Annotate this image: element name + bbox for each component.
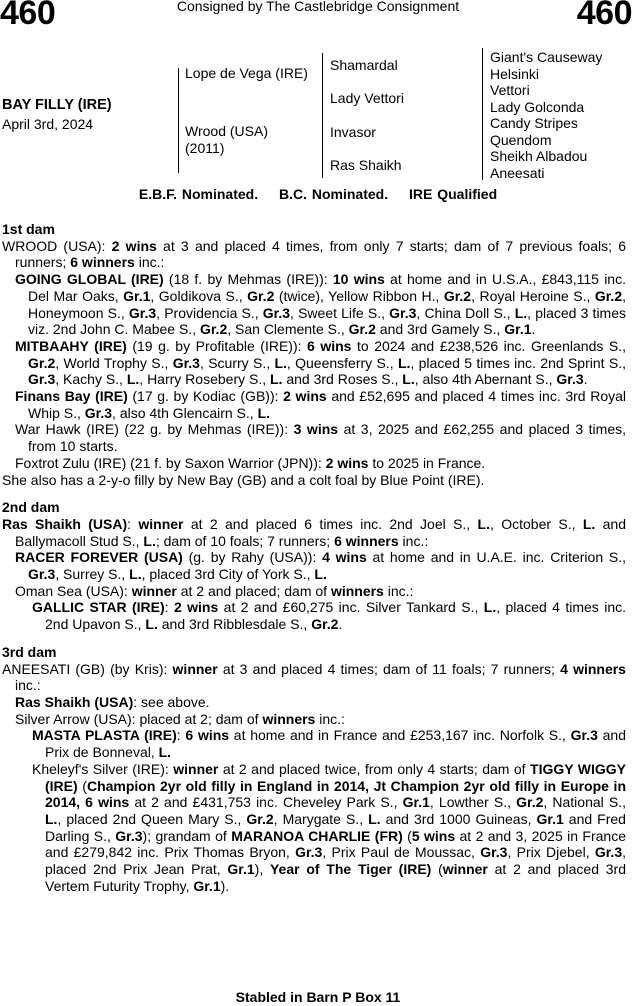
pedigree-great-grandparent: Helsinki [490, 65, 540, 82]
section-heading: 3rd dam [2, 643, 57, 660]
pedigree-grandsire-1: Shamardal [330, 57, 398, 73]
pedigree-entry: Ras Shaikh (USA): winner at 2 and placed 6 times inc. 2nd Joel S., L., October S., L. and Ballymacoll Stud S., L.; dam of 10 foals; 7 runners; 6 winners inc.: [2, 515, 626, 549]
pedigree-great-grandparent: Quendom [490, 131, 552, 148]
pedigree-great-grandparent: Lady Golconda [490, 98, 585, 115]
stabling-info: Stabled in Barn P Box 11 [235, 989, 401, 1005]
lot-number-left: 460 [0, 0, 56, 32]
pedigree-sire: Lope de Vega (IRE) [185, 65, 308, 81]
pedigree-entry: Silver Arrow (USA): placed at 2; dam of winners inc.: [15, 710, 345, 727]
pedigree-grandsire-2: Invasor [330, 124, 376, 140]
pedigree-entry: WROOD (USA): 2 wins at 3 and placed 4 times, from only 7 starts; dam of 7 previous foals; 6 runners; 6 winners inc.: [2, 237, 627, 271]
nomination-ebf: E.B.F. Nominated. [138, 186, 259, 202]
pedigree-entry: War Hawk (IRE) (22 g. by Mehmas (IRE)): 3 wins at 3, 2025 and £62,255 and placed 3 times, from 10 starts. [15, 421, 626, 455]
pedigree-great-grandparent: Vettori [490, 82, 530, 98]
pedigree-entry: ANEESATI (GB) (by Kris): winner at 3 and placed 4 times; dam of 11 foals; 7 runners; 4 winners inc.: [2, 660, 626, 694]
consignor-line: Consigned by The Castlebridge Consignment [176, 0, 460, 14]
pedigree-entry: MITBAAHY (IRE) (19 g. by Profitable (IRE)): 6 wins to 2024 and £238,526 inc. Greenlands S., Gr.2, World Trophy S., Gr.3, Scurry S., L., Queensferry S., L., placed 5 times inc. 2nd Sprint S., Gr.3, Kachy S., L., Harry Rosebery S., L. and 3rd Roses S., L., also 4th Abernant S., Gr.3. [15, 337, 627, 388]
pedigree-great-grandparent: Aneesati [490, 164, 545, 181]
pedigree-entry: She also has a 2-y-o filly by New Bay (GB) and a colt foal by Blue Point (IRE). [2, 471, 485, 488]
pedigree-great-grandparent: Sheikh Albadou [490, 148, 588, 164]
pedigree-bracket-1 [178, 68, 179, 173]
pedigree-dam: Wrood (USA) (2011) [185, 123, 268, 156]
produce-record [2, 221, 626, 894]
pedigree-bracket-2 [322, 53, 323, 178]
pedigree-entry: MASTA PLASTA (IRE): 6 wins at home and in France and £253,167 inc. Norfolk S., Gr.3 and Prix de Bonneval, L. [32, 727, 626, 761]
nomination-bc: B.C. Nominated. [278, 186, 389, 202]
pedigree-entry: Foxtrot Zulu (IRE) (21 f. by Saxon Warrior (JPN)): 2 wins to 2025 in France. [15, 454, 486, 471]
section-heading: 1st dam [2, 221, 55, 237]
section-heading: 2nd dam [2, 499, 60, 516]
pedigree-entry: RACER FOREVER (USA) (g. by Rahy (USA)): 4 wins at home and in U.A.E. inc. Criterion S., Gr.3, Surrey S., L., placed 3rd City of York S., L. [15, 549, 626, 583]
pedigree-entry: GALLIC STAR (IRE): 2 wins at 2 and £60,275 inc. Silver Tankard S., L., placed 4 times inc. 2nd Upavon S., L. and 3rd Ribblesdale S., Gr.2. [32, 599, 626, 633]
nominations-line [0, 186, 636, 202]
pedigree-granddam-2: Ras Shaikh [330, 157, 402, 173]
nomination-ire: IRE Qualified [409, 186, 498, 202]
pedigree-entry: GOING GLOBAL (IRE) (18 f. by Mehmas (IRE)): 10 wins at home and in U.S.A., £843,115 inc. Del Mar Oaks, Gr.1, Goldikova S., Gr.2 (twice), Yellow Ribbon H., Gr.2, Royal Heroine S., Gr.2, Honeymoon S., Gr.3, Providencia S., Gr.3, Sweet Life S., Gr.3, China Doll S., L., placed 3 times viz. 2nd John C. Mabee S., Gr.2, San Clemente S., Gr.2 and 3rd Gamely S., Gr.1. [15, 271, 627, 338]
lot-number-right: 460 [576, 0, 632, 32]
horse-description: BAY FILLY (IRE) [2, 97, 112, 113]
pedigree-entry: Kheleyf's Silver (IRE): winner at 2 and placed twice, from only 4 starts; dam of TIGGY WIGGY (IRE) (Champion 2yr old filly in England in 2014, Jt Champion 2yr old filly in Europe in 2014, 6 wins at 2 and £431,753 inc. Cheveley Park S., Gr.1, Lowther S., Gr.2, National S., L., placed 2nd Queen Mary S., Gr.2, Marygate S., L. and 3rd 1000 Guineas, Gr.1 and Fred Darling S., Gr.3); grandam of MARANOA CHARLIE (FR) (5 wins at 2 and 3, 2025 in France and £279,842 inc. Prix Thomas Bryon, Gr.3, Prix Paul de Moussac, Gr.3, Prix Djebel, Gr.3, placed 2nd Prix Jean Prat, Gr.1), Year of The Tiger (IRE) (winner at 2 and placed 3rd Vertem Futurity Trophy, Gr.1). [32, 760, 627, 894]
pedigree-great-grandparent: Candy Stripes [490, 115, 578, 131]
pedigree-entry: Ras Shaikh (USA): see above. [15, 693, 210, 710]
foaling-date: April 3rd, 2024 [2, 116, 94, 132]
pedigree-great-grandparent: Giant's Causeway [490, 49, 603, 65]
pedigree-entry: Oman Sea (USA): winner at 2 and placed; dam of winners inc.: [15, 582, 414, 599]
pedigree-granddam-1: Lady Vettori [330, 90, 404, 106]
pedigree-entry: Finans Bay (IRE) (17 g. by Kodiac (GB)): 2 wins and £52,695 and placed 4 times inc. 3rd Royal Whip S., Gr.3, also 4th Glencairn S., L. [15, 388, 626, 421]
pedigree-bracket-3 [482, 48, 483, 180]
